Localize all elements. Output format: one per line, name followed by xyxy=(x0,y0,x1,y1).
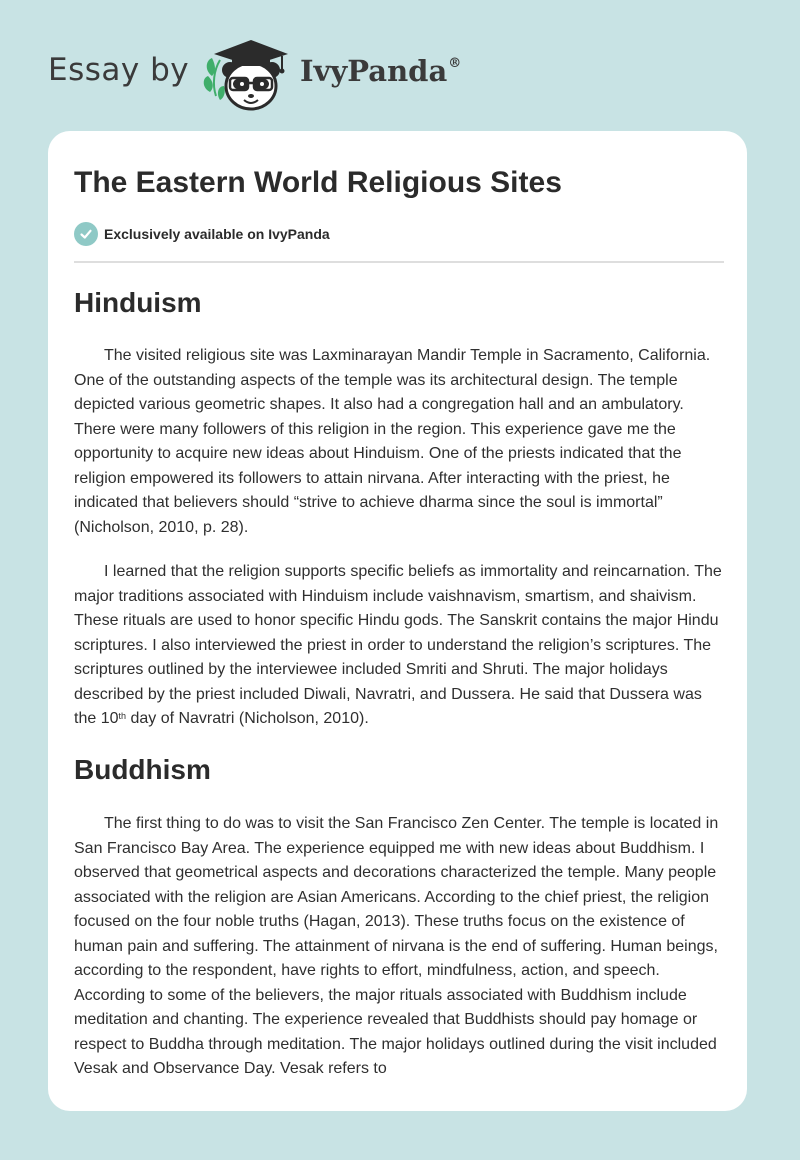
ordinal-superscript: th xyxy=(118,711,126,721)
paragraph: The visited religious site was Laxminarayan Mandir Temple in Sacramento, California. One of the outstanding aspects of the temple was its architectural design. The temple depicted various geometric shapes. It also had a congregation hall and an ambulatory. There were many followers of this religion in the region. This experience gave me the opportunity to acquire new ideas about Hinduism. One of the priests indicated that the religion empowered its followers to attain nirvana. After interacting with the priest, he indicated that believers should “strive to achieve dharma since the soul is immortal” (Nicholson, 2010, p. 28). xyxy=(74,347,711,536)
paragraph: I learned that the religion supports specific beliefs as immortality and reincarnation. The major traditions associated with Hinduism include vaishnavism, smartism, and shaivism. These rituals are used to honor specific Hindu gods. The Sanskrit contains the major Hindu scriptures. I also interviewed the priest in order to understand the religion’s scriptures. The scriptures outlined by the interviewee included Smriti and Shruti. The major holidays described by the priest included Diwali, Navratri, and Dussera. He said that Dussera was the 10th day of Navratri (Nicholson, 2010). xyxy=(74,563,722,727)
exclusive-label: Exclusively available on IvyPanda xyxy=(104,226,330,242)
essay-card xyxy=(48,131,747,1111)
site-header xyxy=(48,36,548,116)
section-heading-hinduism: Hinduism xyxy=(74,287,202,318)
paragraph: The first thing to do was to visit the San Francisco Zen Center. The temple is located in San Francisco Bay Area. The experience equipped me with new ideas about Buddhism. I observed that geometrical aspects and decorations characterized the temple. Many people associated with the religion are Asian Americans. According to the chief priest, the religion focused on the four noble truths (Hagan, 2013). These truths focus on the existence of human pain and suffering. The attainment of nirvana is the end of suffering. Human beings, according to the respondent, have rights to effort, mindfulness, action, and speech. According to some of the believers, the major rituals associated with Buddhism include meditation and chanting. The experience revealed that Buddhists should pay homage or respect to Buddha through meditation. The major holidays outlined during the visit included Vesak and Observance Day. Vesak refers to xyxy=(74,815,719,1077)
exclusive-badge xyxy=(74,222,330,246)
panda-graduate-logo-icon[interactable] xyxy=(202,36,294,116)
registered-mark: ® xyxy=(448,56,462,71)
brand-name[interactable]: IvyPanda® xyxy=(300,54,462,88)
essay-title: The Eastern World Religious Sites xyxy=(74,166,562,199)
essay-by-label: Essay by xyxy=(48,52,190,88)
divider xyxy=(74,261,724,263)
section-heading-buddhism: Buddhism xyxy=(74,754,211,785)
check-icon xyxy=(74,222,98,246)
